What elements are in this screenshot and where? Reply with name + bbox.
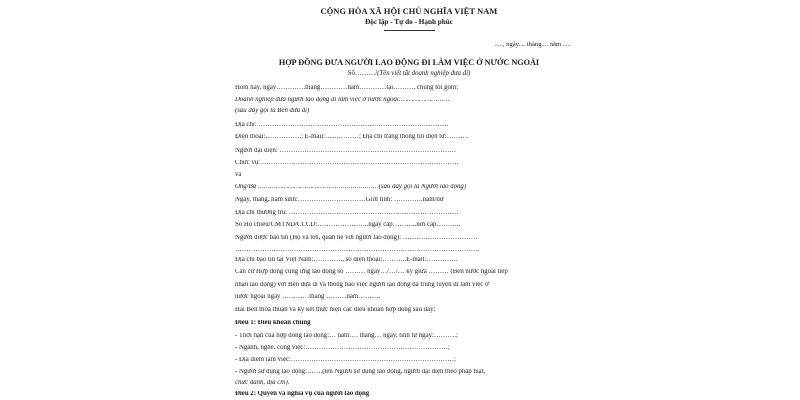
occupation-line: - Ngành, nghề, công việc:………………………………………………………; (235, 345, 450, 351)
notify-person-continuation: ……………………………………………………………………………………………… (235, 247, 480, 253)
basis-line-3: nước ngoài ngày …………tháng ………năm………. (235, 294, 381, 300)
representative-line: Người đại diện: …………………………………………………………………… (235, 148, 457, 154)
birthdate-gender-line: Ngày, tháng, năm sinh:…………………………Giới tính: ………….nam/nữ (235, 197, 444, 203)
basis-line-1: Căn cứ Hợp đồng cung ứng lao động số ……… ngày…/…/… ký giữa ……… (Bên nước ngoài tiếp (235, 269, 508, 275)
id-document-line: Số Hộ chiếu/CMTND/CCCD:…………………..ngày cấp………..nơi cấp……….. (235, 222, 461, 228)
and-line: và (235, 172, 242, 178)
intro-line: Hôm nay, ngày………….tháng…………năm…………tại………, chúng tôi gồm: (235, 85, 459, 91)
position-line: Chức vụ: …………………………………………………………………………… (235, 160, 459, 166)
phone-email-line: Điện thoại:…………….; E-mail:……………; Địa chỉ trang thông tin điện tử:………. (235, 134, 469, 140)
contract-number-hint: (Tên viết tắt doanh nghiệp đưa đi) (377, 70, 471, 77)
contract-number-prefix: Số………/ (347, 70, 378, 77)
permanent-address-line: Địa chỉ thường trú: ………………………………………………………………… (235, 210, 459, 216)
worker-name-line: Ông/Bà ……………………………………………………(sau đây gọi là Người lao động) (235, 184, 467, 190)
contract-number-line (233, 71, 585, 78)
country-name-heading: CỘNG HÒA XÃ HỘI CHỦ NGHĨA VIỆT NAM (320, 7, 498, 16)
employer-continuation: chức danh, địa chỉ). (235, 380, 290, 386)
date-place-line: ....., ngày.... tháng.... năm ..... (494, 41, 571, 48)
contract-document (233, 0, 585, 400)
address-line: Địa chỉ: ………………………………………………………………………… (235, 122, 449, 128)
article-1-heading: Điều 1: Điều khoản chung (235, 320, 311, 326)
contract-title: HỢP ĐỒNG ĐƯA NGƯỜI LAO ĐỘNG ĐI LÀM VIỆC Ở NƯỚC NGOÀI (278, 58, 540, 67)
header-divider (384, 30, 435, 31)
sending-party-alias-line: (sau đây gọi là Bên đưa đi) (235, 108, 310, 114)
employer-line: - Người sử dụng lao động:…….(tên Người sử dụng lao động, người đại diện theo pháp luật, (235, 369, 486, 375)
notify-person-line: Người được báo tin (Họ và tên, quan hệ với người lao động): …………………………… (235, 235, 478, 241)
agreement-line: Hai Bên thỏa thuận và ký kết thực hiện các điều khoản hợp đồng sau đây: (235, 307, 436, 313)
article-2-heading: Điều 2: Quyền và nghĩa vụ của người lao động (235, 391, 370, 397)
national-motto: Độc lập - Tự do - Hạnh phúc (365, 18, 453, 26)
sending-enterprise-line: Doanh nghiệp đưa người lao động đi làm việc ở nước ngoài:…………………… (235, 97, 450, 103)
basis-line-2: nhận lao động) với Bên đưa đi và thông báo việc người lao động đã trúng tuyển đi làm việc ở (235, 282, 489, 288)
workplace-line: - Địa điểm làm việc:………………………………………………………………; (235, 357, 456, 363)
notify-address-line: Địa chỉ báo tin tại Việt Nam:…………., số điện thoại:………..E-mail:………….. (235, 257, 458, 263)
contract-term-line: - Thời hạn của hợp đồng lao động:… năm…. tháng… ngày, tính từ ngày:……….; (235, 333, 458, 339)
